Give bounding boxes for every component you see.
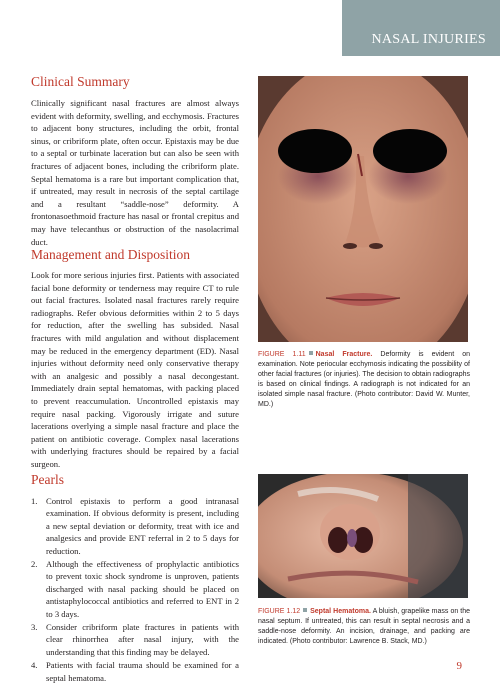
figure-title: Septal Hematoma. [310,608,371,615]
nasal-fracture-photo [258,76,468,342]
figure-label: FIGURE 1.12 [258,608,301,615]
figure-1-12-caption [258,607,470,647]
management-text: Look for more serious injuries first. Patients with associated facial bone deformity or tenderness may require CT to rule out facial fractures. Isolated nasal fractures rarely require radiographs. Refer obvious deformities within 2 to 5 days for reduction, after the swelling has subsided. Nasal fractures with mild angulation and without displacement may be reduced in the emergency department (ED). Nasal injuries without deformity need only conservative therapy with an analgesic and possibly a nasal decongestant. Immediately drain septal hematomas, with packing placed to prevent reaccumulation. Uncontrolled epistaxis may require nasal packing. Vigorously irrigate and suture lacerations overlying a simple nasal fracture and place the patient on antibiotic coverage. Complex nasal lacerations with underlying fractures should be repaired by a facial surgeon. [31,270,239,469]
clinical-summary-text: Clinically significant nasal fractures are almost always evident with deformity, swelling, and ecchymosis. Fractures to adjacent bony structures, including the orbit, frontal sinus, or cribriform plate, often occur. Epistaxis may be due to a septal or turbinate laceration but can also be seen with fractures of adjacent bones, including the cribriform plate. Septal hematoma is a rare but important complication that, if untreated, may result in necrosis of the septal cartilage and a resultant “saddle-nose” deformity. A frontonasoethmoid fracture has nasal or frontal crepitus and may have telecanthus or obstruction of the nasolacrimal duct. [31,98,239,247]
figure-1-11-caption [258,350,470,410]
clinical-summary-heading: Clinical Summary [31,74,130,89]
pearl-item: 2. Although the effectiveness of prophylactic antibiotics to prevent toxic shock syndrome is unproven, patients discharged with nasal packing should be placed on antistaphylococcal antibiotics and referred to ENT in 2 to 3 days. [31,559,239,619]
section-title: NASAL INJURIES [371,32,486,47]
figure-description: A bluish, grapelike mass on the nasal septum. If untreated, this can result in septal necrosis and a saddle-nose deformity. An incision, drainage, and packing are indicated. (Photo contributor: Lawrence B. Stack, MD.) [258,608,471,645]
pearls-heading: Pearls [31,472,64,487]
management-section [31,247,239,471]
pearl-item: 3. Consider cribriform plate fractures in patients with clear rhinorrhea after nasal injury, with the understanding that this finding may be delayed. [31,622,239,657]
clinical-summary-section [31,74,239,248]
square-bullet-icon [303,608,307,612]
septal-hematoma-photo [258,474,468,598]
figure-title: Nasal Fracture. [315,351,373,358]
pearl-item: 4. Patients with facial trauma should be examined for a septal hematoma. [31,660,239,683]
figure-label: FIGURE 1.11 [258,351,306,358]
page-number: 9 [456,660,462,672]
header-band [342,0,500,56]
pearls-section [31,472,239,685]
figure-description: Deformity is evident on examination. Note periocular ecchymosis indicating the possibility of other facial fractures (or injuries). The decision to obtain radiographs is based on clinical findings. A radiograph is not indicated for an isolated simple nasal fracture. (Photo contributor: David W. Munter, MD.) [258,351,470,408]
pearls-list [31,495,239,684]
face-illustration [258,76,468,342]
management-heading: Management and Disposition [31,247,190,262]
pearl-item: 1. Control epistaxis to perform a good intranasal examination. If obvious deformity is present, including a new septal deviation or deformity, treat with ice and analgesics and provide ENT referral in 2 to 5 days for reduction. [31,496,239,556]
square-bullet-icon [309,351,313,355]
nose-closeup-illustration [258,474,468,598]
